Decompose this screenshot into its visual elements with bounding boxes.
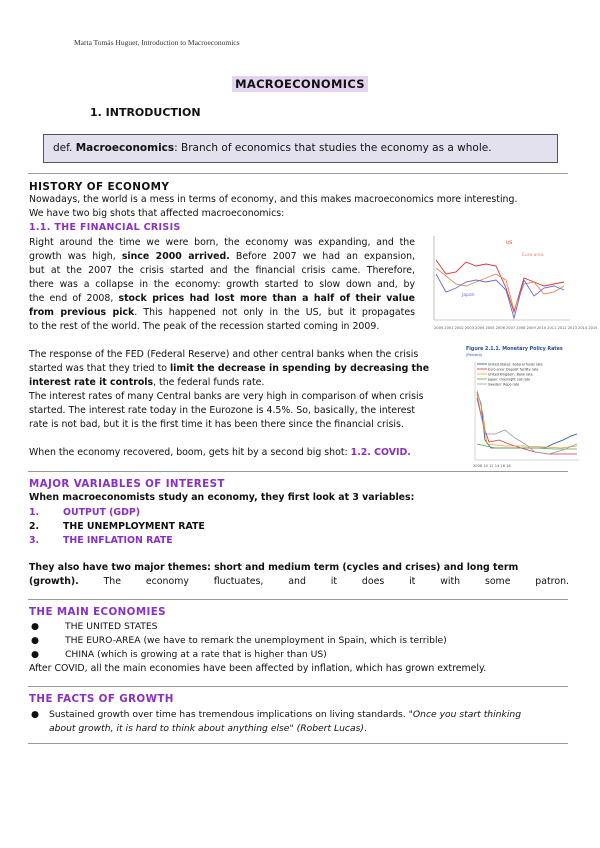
- covid-line: When the economy recovered, boom, gets hit by a second big shot: 1.2. COVID.: [29, 447, 411, 458]
- economy-list-item: ● THE UNITED STATES: [31, 621, 158, 632]
- crisis-line: the end of 2008, stock prices had lost more than a half of their value: [29, 293, 415, 304]
- definition-text: : Branch of economics that studies the economy as a whole.: [174, 142, 492, 154]
- crisis-line: Right around the time we were born, the economy was expanding, and the: [29, 237, 415, 248]
- series-label-us: US: [506, 241, 513, 246]
- legend-entry: United States: Federal funds rate: [488, 362, 543, 367]
- page-title: [0, 73, 600, 92]
- definition-term: Macroeconomics: [75, 142, 175, 154]
- series-label-euro-area: Euro area: [522, 253, 544, 258]
- major-variables-lead: When macroeconomists study an economy, they first look at 3 variables:: [29, 492, 415, 503]
- themes-line: They also have two major themes: short and medium term (cycles and crises) and long term: [29, 562, 519, 573]
- legend-entry: Euro area: Deposit facility rate: [488, 367, 539, 372]
- economy-list-item: ● THE EURO-AREA (we have to remark the unemployment in Spain, which is terrible): [31, 635, 447, 646]
- fed-line: interest rate it controls, the federal funds rate.: [29, 377, 265, 388]
- variable-list-item: 2. THE UNEMPLOYMENT RATE: [29, 521, 205, 532]
- themes-line: (growth). The economy fluctuates, and it does it with some patron.: [29, 576, 569, 587]
- divider: [28, 599, 568, 600]
- economy-list-item: ● CHINA (which is growing at a rate that is higher than US): [31, 649, 327, 660]
- chart-x-tick-labels: 2000 2001 2002 2003 2004 2005 2006 2007 2008 2009 2010 2011 2012 2013 2014 2015: [434, 326, 598, 330]
- crisis-line: from previous pick. This happened not only in the US, but it propagates: [29, 307, 415, 318]
- section-heading-introduction: 1. INTRODUCTION: [90, 106, 201, 119]
- crisis-line: growth was high, since 2000 arrived. Before 2007 we had an expansion,: [29, 251, 415, 262]
- chart-x-tick-labels: 2008 10 12 14 16 18: [473, 464, 511, 468]
- history-para-line: Nowadays, the world is a mess in terms of economy, and this makes macroeconomics more interesting.: [29, 194, 518, 205]
- fed-line: started. The interest rate today in the Eurozone is 4.5%. So, basically, the interest: [29, 405, 416, 416]
- chart-title: Figure 2.1.1. Monetary Policy Rates: [466, 347, 563, 352]
- crisis-line: to the rest of the world. The peak of the recession started coming in 2009.: [29, 321, 380, 332]
- crisis-line: there was a collapse in the economy: growth started to slow down and, by: [29, 279, 415, 290]
- history-heading: HISTORY OF ECONOMY: [29, 181, 170, 193]
- series-label-japan: Japan: [462, 293, 475, 298]
- growth-bullet: ● Sustained growth over time has tremendous implications on living standards. "Once you start thinking: [31, 709, 522, 720]
- variable-list-item: 1. OUTPUT (GDP): [29, 507, 141, 518]
- growth-bullet-continued: about growth, it is hard to think about anything else" (Robert Lucas).: [49, 723, 367, 734]
- definition-prefix: def.: [53, 142, 76, 154]
- chart-subtitle: (Percent): [466, 353, 483, 357]
- divider: [28, 743, 568, 744]
- divider: [28, 471, 568, 472]
- economies-after-text: After COVID, all the main economies have been affected by inflation, which has grown extremely.: [29, 663, 487, 674]
- major-variables-heading: MAJOR VARIABLES OF INTEREST: [29, 478, 225, 490]
- chart-background: [422, 232, 572, 334]
- page-title-text: MACROECONOMICS: [232, 76, 368, 92]
- financial-crisis-heading: 1.1. THE FINANCIAL CRISIS: [29, 222, 181, 233]
- variable-list-item: 3. THE INFLATION RATE: [29, 535, 173, 546]
- legend-entry: United Kingdom: Bank rate: [488, 372, 533, 377]
- fed-line: The response of the FED (Federal Reserve) and other central banks when the crisis: [29, 349, 419, 360]
- fed-line: rate is not bad, but it is the first time it has been there since the financial crisis.: [29, 419, 404, 430]
- fed-line: The interest rates of many Central banks are very high in comparison of when crisis: [29, 391, 424, 402]
- crisis-line: but at the 2007 the crisis started and the financial crisis came. Therefore,: [29, 265, 415, 276]
- history-para-line: We have two big shots that affected macroeconomics:: [29, 208, 285, 219]
- header-note: Marta Tomás Huguet, Introduction to Macroeconomics: [74, 38, 240, 47]
- definition-box: [43, 134, 558, 163]
- growth-rates-chart: [422, 232, 598, 334]
- legend-entry: Japan: Overnight call rate: [488, 377, 531, 382]
- divider: [28, 686, 568, 687]
- main-economies-heading: THE MAIN ECONOMIES: [29, 606, 166, 618]
- facts-of-growth-heading: THE FACTS OF GROWTH: [29, 693, 174, 705]
- fed-line: started was that they tried to limit the decrease in spending by decreasing the: [29, 363, 430, 374]
- legend-entry: Sweden: Repo rate: [488, 382, 520, 387]
- monetary-policy-rates-chart: [465, 344, 583, 472]
- divider: [28, 173, 568, 174]
